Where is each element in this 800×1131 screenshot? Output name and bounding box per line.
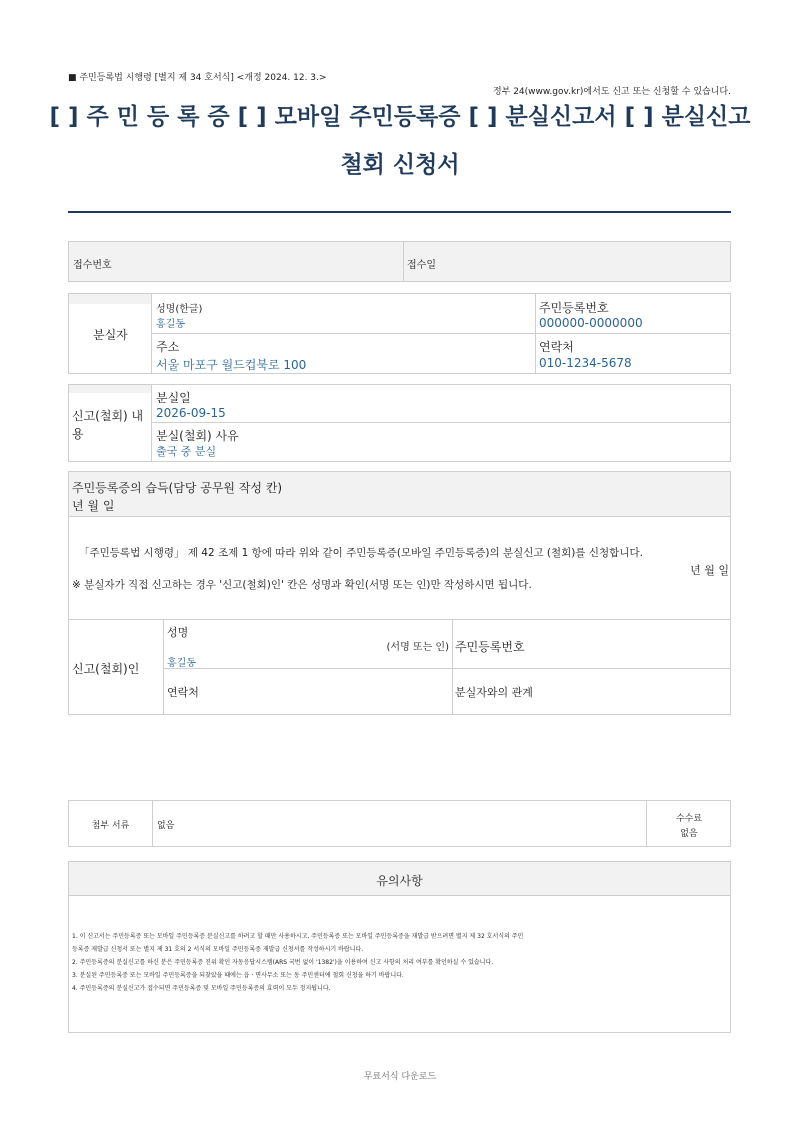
found-date-line: 년 월 일: [72, 499, 115, 513]
loser-name-value[interactable]: 홍길동: [156, 319, 185, 330]
loser-section-label: 분실자: [93, 328, 128, 342]
note-item: 2. 주민등록증의 분실신고를 하신 분은 주민등록증 진위 확인 자동응답시스템(ARS 국번 없이 '1382')을 이용하여 신고 사항의 처리 여부를 확인하실 수 있습니다.: [72, 959, 494, 966]
statement-date-line: 년 월 일: [690, 564, 729, 577]
reporter-contact-label: 연락처: [167, 686, 199, 699]
reporter-section-label: 신고(철회)인: [72, 662, 140, 676]
loss-reason-value[interactable]: 출국 중 분실: [156, 445, 217, 458]
notes-header: [68, 861, 731, 896]
reporter-name-label: 성명: [167, 626, 189, 639]
loser-name-label: 성명(한글): [156, 304, 203, 315]
report-section-label-1: 신고(철회) 내: [72, 409, 144, 423]
fee-value: 없음: [680, 829, 698, 839]
loser-address-value[interactable]: 서울 마포구 월드컵북로 100: [156, 358, 307, 372]
receipt-divider: [403, 242, 404, 281]
reporter-divider-row: [163, 668, 731, 669]
statement-text: 「주민등록법 시행령」 제 42 조제 1 항에 따라 위와 같이 주민등록증(모바일 주민등록증)의 분실신고 (철회)를 신청합니다.: [79, 547, 643, 559]
notes-list: [72, 930, 728, 995]
loss-date-value[interactable]: 2026-09-15: [156, 406, 226, 420]
loser-divider-row: [151, 333, 731, 334]
note-item: 3. 분실된 주민등록증 또는 모바일 주민등록증을 되찾았을 때에는 읍ㆍ면사무소 또는 동 주민센터에 철회 신청을 하기 바랍니다.: [72, 972, 404, 979]
loser-contact-value[interactable]: 010-1234-5678: [539, 356, 632, 370]
legal-reference: ■ 주민등록법 시행령 [별지 제 34 호서식] <개정 2024. 12. 3.>: [68, 73, 327, 83]
receipt-row: [68, 241, 731, 282]
reporter-section: [68, 619, 731, 715]
statement-section: [68, 516, 731, 620]
note-item: 4. 주민등록증의 분실신고가 접수되면 주민등록증 및 모바일 주민등록증의 효력이 모두 정지됩니다.: [72, 985, 331, 992]
gov-online-note: 정부 24(www.gov.kr)에서도 신고 또는 신청할 수 있습니다.: [492, 87, 731, 97]
loss-reason-label: 분실(철회) 사유: [156, 429, 239, 443]
reporter-relation-label: 분실자와의 관계: [455, 686, 533, 699]
reporter-rrn-label: 주민등록번호: [455, 640, 525, 654]
loser-rrn-value[interactable]: 000000-0000000: [539, 316, 643, 330]
report-divider-row: [151, 422, 731, 423]
attachment-value[interactable]: 없음: [157, 821, 175, 831]
fee-label: 수수료: [675, 814, 703, 824]
loser-contact-label: 연락처: [539, 340, 574, 354]
report-section-label-2: 용: [72, 427, 84, 441]
loser-label-shade: [69, 294, 152, 304]
reporter-sign-label: (서명 또는 인): [386, 642, 449, 653]
attachment-label: 첨부 서류: [91, 821, 130, 831]
loser-section: [68, 293, 731, 374]
statement-note: ※ 분실자가 직접 신고하는 경우 '신고(철회)인' 칸은 성명과 확인(서명 또는 인)만 작성하시면 됩니다.: [72, 579, 532, 591]
notes-body: [68, 895, 731, 1033]
attachment-row: [68, 800, 731, 847]
reporter-divider-left: [163, 620, 164, 714]
found-section: [68, 471, 731, 517]
report-divider-left: [151, 385, 152, 461]
loss-date-label: 분실일: [156, 391, 191, 405]
receipt-number-label: 접수번호: [73, 260, 112, 271]
page-title-line2: 철회 신청서: [340, 152, 460, 178]
loser-rrn-label: 주민등록번호: [539, 301, 609, 315]
found-label: 주민등록증의 습득(담당 공무원 작성 칸): [72, 481, 283, 495]
loser-address-label: 주소: [156, 340, 180, 354]
report-section: [68, 384, 731, 462]
receipt-date-label: 접수일: [407, 260, 436, 271]
note-item: 1. 이 신고서는 주민등록증 또는 모바일 주민등록증 분실신고를 하려고 할 때만 사용하시고, 주민등록증 또는 모바일 주민등록증을 재발급 받으려면 별지 제 32 호서식의 주민: [72, 933, 524, 940]
download-link[interactable]: 무료서식 다운로드: [363, 1072, 437, 1082]
note-item: 등록증 재발급 신청서 또는 별지 제 31 호의 2 서식의 모바일 주민등록증 재발급 신청서를 작성하시기 바랍니다.: [72, 946, 364, 953]
notes-title: 유의사항: [376, 874, 423, 888]
attachment-divider-left: [152, 801, 153, 846]
reporter-name-value[interactable]: 홍길동: [167, 658, 196, 669]
page-title-line1: [ ] 주 민 등 록 증 [ ] 모바일 주민등록증 [ ] 분실신고서 [ ] 분실신고: [49, 104, 751, 130]
report-label-shade: [69, 385, 152, 393]
reporter-divider-mid: [452, 620, 453, 714]
title-rule: [68, 211, 731, 213]
